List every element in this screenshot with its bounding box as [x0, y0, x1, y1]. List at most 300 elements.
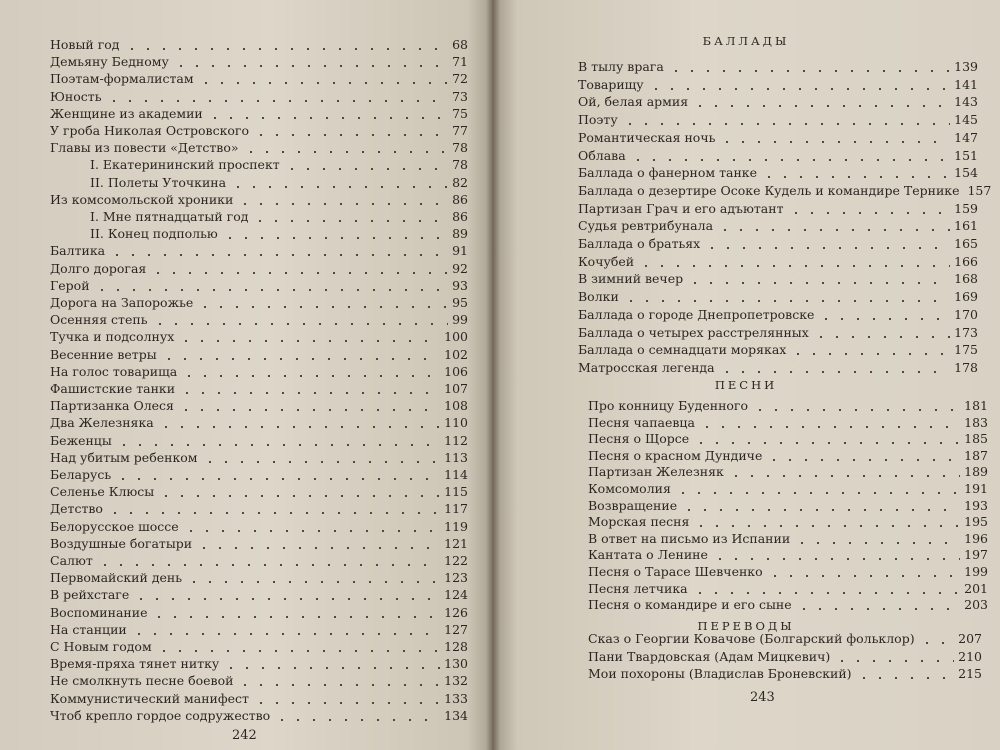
- entry-title: Про конницу Буденного: [588, 398, 748, 413]
- ballad-entry: [578, 76, 978, 94]
- entry-title: Детство: [50, 501, 103, 517]
- entry-title: Возвращение: [588, 497, 678, 513]
- entry-title: Товарищу: [578, 76, 644, 92]
- entry-page-number: 161: [954, 218, 978, 234]
- entry-title: Партизанка Олеся: [50, 398, 174, 414]
- entry-title: Романтическая ночь: [578, 129, 716, 145]
- translation-entry: [588, 665, 982, 683]
- dot-leader: [97, 554, 440, 567]
- entry-title: Судья ревтрибунала: [578, 218, 714, 234]
- entry-page-number: 175: [954, 342, 978, 358]
- ballad-entry: [578, 182, 992, 200]
- entry-page-number: 99: [452, 312, 468, 328]
- dot-leader: [693, 515, 960, 528]
- entry-page-number: 151: [954, 147, 978, 163]
- dot-leader: [202, 451, 441, 464]
- left-toc-entry: [50, 53, 468, 71]
- entry-title: Баллада о дезертире Осоке Кудель и командире Тернике: [578, 182, 960, 198]
- entry-page-number: 113: [444, 449, 468, 465]
- dot-leader: [196, 537, 440, 550]
- entry-page-number: 92: [452, 260, 468, 276]
- left-toc-entry: [50, 36, 468, 54]
- left-toc-entry: [50, 432, 468, 450]
- entry-title: Баллада о фанерном танке: [578, 165, 758, 181]
- left-page-number: 242: [232, 728, 257, 743]
- dot-leader: [788, 202, 951, 215]
- entry-title: Мои похороны (Владислав Броневский): [588, 666, 852, 681]
- entry-title: Пани Твардовская (Адам Мицкевич): [588, 648, 831, 664]
- entry-title: На голос товарища: [50, 363, 178, 379]
- dot-leader: [197, 296, 448, 309]
- dot-leader: [704, 237, 950, 250]
- dot-leader: [107, 502, 440, 515]
- dot-leader: [173, 55, 448, 68]
- left-toc-entry: [50, 311, 468, 329]
- entry-title: Над убитым ребенком: [50, 449, 198, 465]
- song-entry: [588, 463, 988, 481]
- song-entry: [588, 513, 988, 531]
- left-toc-entry: [50, 586, 468, 604]
- entry-title: Кочубей: [578, 253, 635, 269]
- entry-page-number: 145: [954, 112, 978, 128]
- entry-page-number: 134: [444, 707, 468, 723]
- book-gutter: [486, 0, 500, 750]
- dot-leader: [116, 434, 440, 447]
- left-toc-entry: [50, 500, 468, 518]
- dot-leader: [230, 176, 448, 189]
- dot-leader: [766, 449, 960, 462]
- entry-title: В рейхстаге: [50, 587, 130, 603]
- dot-leader: [692, 95, 950, 108]
- right-page-number: 243: [750, 690, 775, 705]
- ballad-entry: [578, 359, 978, 377]
- entry-page-number: 68: [452, 37, 468, 52]
- ballad-entry: [578, 270, 978, 288]
- dot-leader: [198, 72, 449, 85]
- entry-title: Песня чапаевца: [588, 414, 695, 430]
- dot-leader: [752, 399, 960, 412]
- song-entry: [588, 530, 988, 548]
- dot-leader: [790, 343, 950, 356]
- dot-leader: [668, 60, 950, 73]
- dot-leader: [178, 330, 440, 343]
- entry-title: II. Конец подполью: [90, 226, 218, 242]
- entry-title: Селенье Клюсы: [50, 484, 155, 500]
- dot-leader: [178, 399, 440, 412]
- dot-leader: [179, 382, 440, 395]
- songs-heading: ПЕСНИ: [714, 378, 778, 392]
- dot-leader: [237, 674, 440, 687]
- entry-title: Беларусь: [50, 467, 112, 482]
- entry-page-number: 166: [954, 253, 978, 269]
- entry-title: Долго дорогая: [50, 260, 147, 276]
- entry-page-number: 110: [444, 415, 468, 431]
- left-toc-entry: [50, 483, 468, 501]
- entry-title: Баллада о братьях: [578, 236, 701, 251]
- ballad-entry: [578, 147, 978, 165]
- entry-title: Баллада о четырех расстрелянных: [578, 324, 809, 340]
- left-toc-entry: [50, 397, 468, 415]
- entry-page-number: 210: [958, 648, 982, 664]
- dot-leader: [856, 667, 955, 680]
- entry-page-number: 71: [452, 54, 468, 70]
- left-page: [0, 0, 492, 750]
- dot-leader: [109, 244, 448, 257]
- entry-title: Беженцы: [50, 432, 112, 448]
- entry-title: В зимний вечер: [578, 271, 684, 287]
- entry-page-number: 114: [444, 467, 468, 482]
- entry-title: Ой, белая армия: [578, 94, 689, 110]
- left-toc-entry: [50, 621, 468, 639]
- left-toc-entry: [50, 638, 468, 656]
- left-toc-entry: [90, 174, 468, 192]
- entry-title: Коммунистический манифест: [50, 690, 249, 706]
- left-toc-entry: [50, 380, 468, 398]
- left-toc-entry: [50, 414, 468, 432]
- entry-title: Песня о Щорсе: [588, 431, 690, 447]
- left-toc-entry: [90, 156, 468, 174]
- entry-page-number: 95: [452, 295, 468, 310]
- dot-leader: [158, 485, 440, 498]
- entry-page-number: 132: [444, 673, 468, 689]
- dot-leader: [151, 606, 440, 619]
- entry-title: С Новым годом: [50, 639, 152, 654]
- left-toc-entry: [50, 294, 468, 312]
- entry-title: Дорога на Запорожье: [50, 295, 194, 310]
- ballad-entry: [578, 324, 978, 342]
- left-toc-entry: [50, 672, 468, 690]
- entry-title: Балтика: [50, 243, 106, 259]
- entry-title: Женщине из академии: [50, 105, 203, 121]
- dot-leader: [237, 193, 448, 206]
- dot-leader: [719, 131, 950, 144]
- entry-page-number: 89: [452, 226, 468, 242]
- entry-title: Новый год: [50, 37, 120, 52]
- left-toc-entry: [50, 328, 468, 346]
- left-toc-entry: [90, 208, 468, 226]
- dot-leader: [207, 107, 448, 120]
- dot-leader: [186, 571, 440, 584]
- entry-title: Воздушные богатыри: [50, 535, 193, 551]
- left-toc-entry: [50, 535, 468, 553]
- ballad-entry: [578, 164, 978, 182]
- dot-leader: [253, 692, 440, 705]
- dot-leader: [150, 262, 448, 275]
- entry-title: Облава: [578, 147, 626, 163]
- ballad-entry: [578, 217, 978, 235]
- entry-page-number: 93: [452, 277, 468, 293]
- translation-entry: [588, 630, 982, 648]
- dot-leader: [243, 141, 449, 154]
- entry-title: Кантата о Ленине: [588, 547, 708, 563]
- entry-title: I. Екатерининский проспект: [90, 157, 280, 173]
- dot-leader: [719, 361, 951, 374]
- entry-title: Юность: [50, 88, 102, 104]
- song-entry: [588, 546, 988, 564]
- entry-title: У гроба Николая Островского: [50, 123, 249, 138]
- entry-title: Волки: [578, 289, 619, 305]
- song-entry: [588, 596, 988, 614]
- entry-page-number: 73: [452, 88, 468, 104]
- translations-heading: ПЕРЕВОДЫ: [697, 619, 795, 633]
- entry-title: Песня о красном Дундиче: [588, 447, 763, 463]
- dot-leader: [106, 90, 449, 103]
- dot-leader: [133, 588, 440, 601]
- left-toc-entry: [50, 466, 468, 484]
- left-toc-entry: [50, 260, 468, 278]
- entry-page-number: 122: [444, 553, 468, 568]
- entry-title: Сказ о Георгии Ковачове (Болгарский фольклор): [588, 631, 915, 646]
- dot-leader: [223, 657, 440, 670]
- left-toc-entry: [50, 363, 468, 381]
- dot-leader: [796, 598, 960, 611]
- entry-title: В ответ на письмо из Испании: [588, 530, 791, 546]
- entry-page-number: 108: [444, 398, 468, 414]
- entry-page-number: 75: [452, 105, 468, 121]
- entry-page-number: 128: [444, 639, 468, 654]
- dot-leader: [181, 365, 440, 378]
- left-toc-entry: [50, 552, 468, 570]
- dot-leader: [717, 219, 950, 232]
- entry-page-number: 173: [954, 324, 978, 340]
- dot-leader: [252, 210, 448, 223]
- entry-page-number: 117: [444, 501, 468, 517]
- ballad-entry: [578, 235, 978, 253]
- left-toc-entry: [50, 604, 468, 622]
- left-toc-entry: [90, 225, 468, 243]
- entry-page-number: 141: [954, 76, 978, 92]
- left-toc-entry: [50, 139, 468, 157]
- entry-title: Осенняя степь: [50, 312, 148, 328]
- entry-page-number: 86: [452, 191, 468, 207]
- entry-title: Поэту: [578, 112, 618, 128]
- entry-title: Салют: [50, 553, 93, 568]
- entry-page-number: 189: [964, 464, 988, 480]
- entry-title: Баллада о семнадцати моряках: [578, 342, 787, 358]
- entry-page-number: 78: [452, 157, 468, 173]
- entry-title: Партизан Грач и его адъютант: [578, 200, 784, 216]
- entry-page-number: 82: [452, 174, 468, 190]
- entry-title: Чтоб крепло гордое содружество: [50, 707, 271, 723]
- entry-page-number: 195: [964, 514, 988, 530]
- song-entry: [588, 414, 988, 432]
- entry-page-number: 185: [964, 431, 988, 447]
- left-toc-entry: [50, 707, 468, 725]
- dot-leader: [693, 432, 960, 445]
- left-toc-entry: [50, 569, 468, 587]
- entry-page-number: 100: [444, 329, 468, 345]
- entry-page-number: 112: [444, 432, 468, 448]
- entry-title: Морская песня: [588, 514, 690, 530]
- entry-title: Матросская легенда: [578, 359, 715, 375]
- entry-page-number: 115: [444, 484, 468, 500]
- entry-title: Песня о Тарасе Шевченко: [588, 564, 763, 579]
- dot-leader: [131, 623, 440, 636]
- entry-page-number: 123: [444, 570, 468, 586]
- entry-page-number: 121: [444, 535, 468, 551]
- entry-title: Воспоминание: [50, 604, 148, 620]
- left-toc-entry: [50, 88, 468, 106]
- entry-title: Два Железняка: [50, 415, 154, 431]
- entry-page-number: 178: [954, 359, 978, 375]
- song-entry: [588, 430, 988, 448]
- entry-page-number: 133: [444, 690, 468, 706]
- entry-title: Из комсомольской хроники: [50, 191, 234, 207]
- entry-page-number: 139: [954, 59, 978, 74]
- song-entry: [588, 397, 988, 415]
- entry-page-number: 143: [954, 94, 978, 110]
- entry-title: В тылу врага: [578, 59, 664, 74]
- entry-page-number: 107: [444, 381, 468, 396]
- entry-title: Тучка и подсолнух: [50, 329, 175, 345]
- entry-page-number: 199: [964, 564, 988, 579]
- entry-title: Партизан Железняк: [588, 464, 724, 480]
- entry-page-number: 203: [964, 597, 988, 613]
- entry-page-number: 170: [954, 306, 978, 322]
- entry-title: Первомайский день: [50, 570, 183, 586]
- ballad-entry: [578, 93, 978, 111]
- entry-page-number: 91: [452, 243, 468, 259]
- entry-page-number: 86: [452, 209, 468, 224]
- left-toc-entry: [50, 277, 468, 295]
- dot-leader: [712, 548, 960, 561]
- entry-page-number: 147: [954, 129, 978, 145]
- left-toc-entry: [50, 242, 468, 260]
- dot-leader: [699, 416, 960, 429]
- dot-leader: [152, 313, 449, 326]
- entry-page-number: 193: [964, 497, 988, 513]
- entry-page-number: 127: [444, 621, 468, 637]
- dot-leader: [623, 290, 950, 303]
- dot-leader: [813, 326, 950, 339]
- entry-title: Время-пряха тянет нитку: [50, 656, 220, 672]
- ballad-entry: [578, 58, 978, 76]
- entry-page-number: 168: [954, 271, 978, 287]
- entry-title: Белорусское шоссе: [50, 518, 179, 534]
- entry-page-number: 187: [964, 447, 988, 463]
- dot-leader: [222, 227, 448, 240]
- dot-leader: [761, 166, 950, 179]
- left-toc-entry: [50, 690, 468, 708]
- left-toc-entry: [50, 70, 468, 88]
- entry-page-number: 72: [452, 71, 468, 87]
- entry-page-number: 106: [444, 363, 468, 379]
- dot-leader: [919, 632, 955, 645]
- left-toc-entry: [50, 655, 468, 673]
- dot-leader: [183, 520, 440, 533]
- dot-leader: [161, 348, 440, 361]
- entry-page-number: 201: [964, 580, 988, 596]
- entry-title: Комсомолия: [588, 481, 671, 496]
- entry-title: На станции: [50, 621, 127, 637]
- song-entry: [588, 563, 988, 581]
- dot-leader: [253, 124, 448, 137]
- entry-title: Демьяну Бедному: [50, 54, 169, 70]
- dot-leader: [115, 468, 440, 481]
- dot-leader: [687, 272, 950, 285]
- dot-leader: [681, 499, 960, 512]
- ballad-entry: [578, 253, 978, 271]
- dot-leader: [94, 279, 449, 292]
- right-page: [492, 0, 1000, 750]
- dot-leader: [794, 532, 960, 545]
- left-toc-entry: [50, 518, 468, 536]
- dot-leader: [675, 482, 960, 495]
- song-entry: [588, 580, 988, 598]
- entry-title: Герой: [50, 277, 90, 293]
- ballad-entry: [578, 306, 978, 324]
- left-toc-entry: [50, 105, 468, 123]
- entry-page-number: 215: [958, 666, 982, 681]
- ballad-entry: [578, 200, 978, 218]
- entry-page-number: 77: [452, 123, 468, 138]
- entry-page-number: 78: [452, 140, 468, 156]
- left-toc-entry: [50, 122, 468, 140]
- entry-page-number: 181: [964, 398, 988, 413]
- ballad-entry: [578, 341, 978, 359]
- left-toc-entry: [50, 449, 468, 467]
- entry-page-number: 207: [958, 631, 982, 646]
- entry-page-number: 154: [954, 165, 978, 181]
- dot-leader: [622, 113, 950, 126]
- ballad-entry: [578, 129, 978, 147]
- dot-leader: [124, 38, 449, 51]
- entry-page-number: 196: [964, 530, 988, 546]
- ballad-entry: [578, 288, 978, 306]
- ballads-heading: БАЛЛАДЫ: [702, 34, 790, 48]
- entry-page-number: 183: [964, 414, 988, 430]
- entry-title: Главы из повести «Детство»: [50, 140, 239, 156]
- song-entry: [588, 480, 988, 498]
- entry-page-number: 119: [444, 518, 468, 534]
- ballad-entry: [578, 111, 978, 129]
- entry-page-number: 157: [967, 182, 992, 198]
- dot-leader: [728, 465, 960, 478]
- entry-title: Весенние ветры: [50, 346, 157, 362]
- entry-title: Не смолкнуть песне боевой: [50, 673, 234, 689]
- entry-page-number: 191: [964, 481, 988, 496]
- entry-title: Песня о командире и его сыне: [588, 597, 792, 613]
- entry-title: Поэтам-формалистам: [50, 71, 194, 87]
- translation-entry: [588, 648, 982, 666]
- entry-page-number: 165: [954, 236, 978, 251]
- dot-leader: [274, 709, 440, 722]
- dot-leader: [630, 149, 950, 162]
- dot-leader: [818, 308, 950, 321]
- dot-leader: [638, 255, 950, 268]
- left-toc-entry: [50, 191, 468, 209]
- song-entry: [588, 447, 988, 465]
- entry-title: II. Полеты Уточкина: [90, 174, 227, 190]
- dot-leader: [767, 565, 961, 578]
- dot-leader: [692, 582, 961, 595]
- entry-title: Баллада о городе Днепропетровске: [578, 306, 815, 322]
- dot-leader: [158, 416, 440, 429]
- dot-leader: [156, 640, 440, 653]
- entry-page-number: 169: [954, 289, 978, 305]
- entry-title: Песня летчика: [588, 580, 688, 596]
- entry-page-number: 124: [444, 587, 468, 603]
- left-toc-entry: [50, 346, 468, 364]
- entry-page-number: 130: [444, 656, 468, 672]
- entry-page-number: 126: [444, 604, 468, 620]
- entry-title: I. Мне пятнадцатый год: [90, 209, 249, 224]
- entry-page-number: 102: [444, 346, 468, 362]
- dot-leader: [834, 650, 954, 663]
- entry-page-number: 197: [964, 547, 988, 563]
- entry-title: Фашистские танки: [50, 381, 176, 396]
- dot-leader: [284, 158, 448, 171]
